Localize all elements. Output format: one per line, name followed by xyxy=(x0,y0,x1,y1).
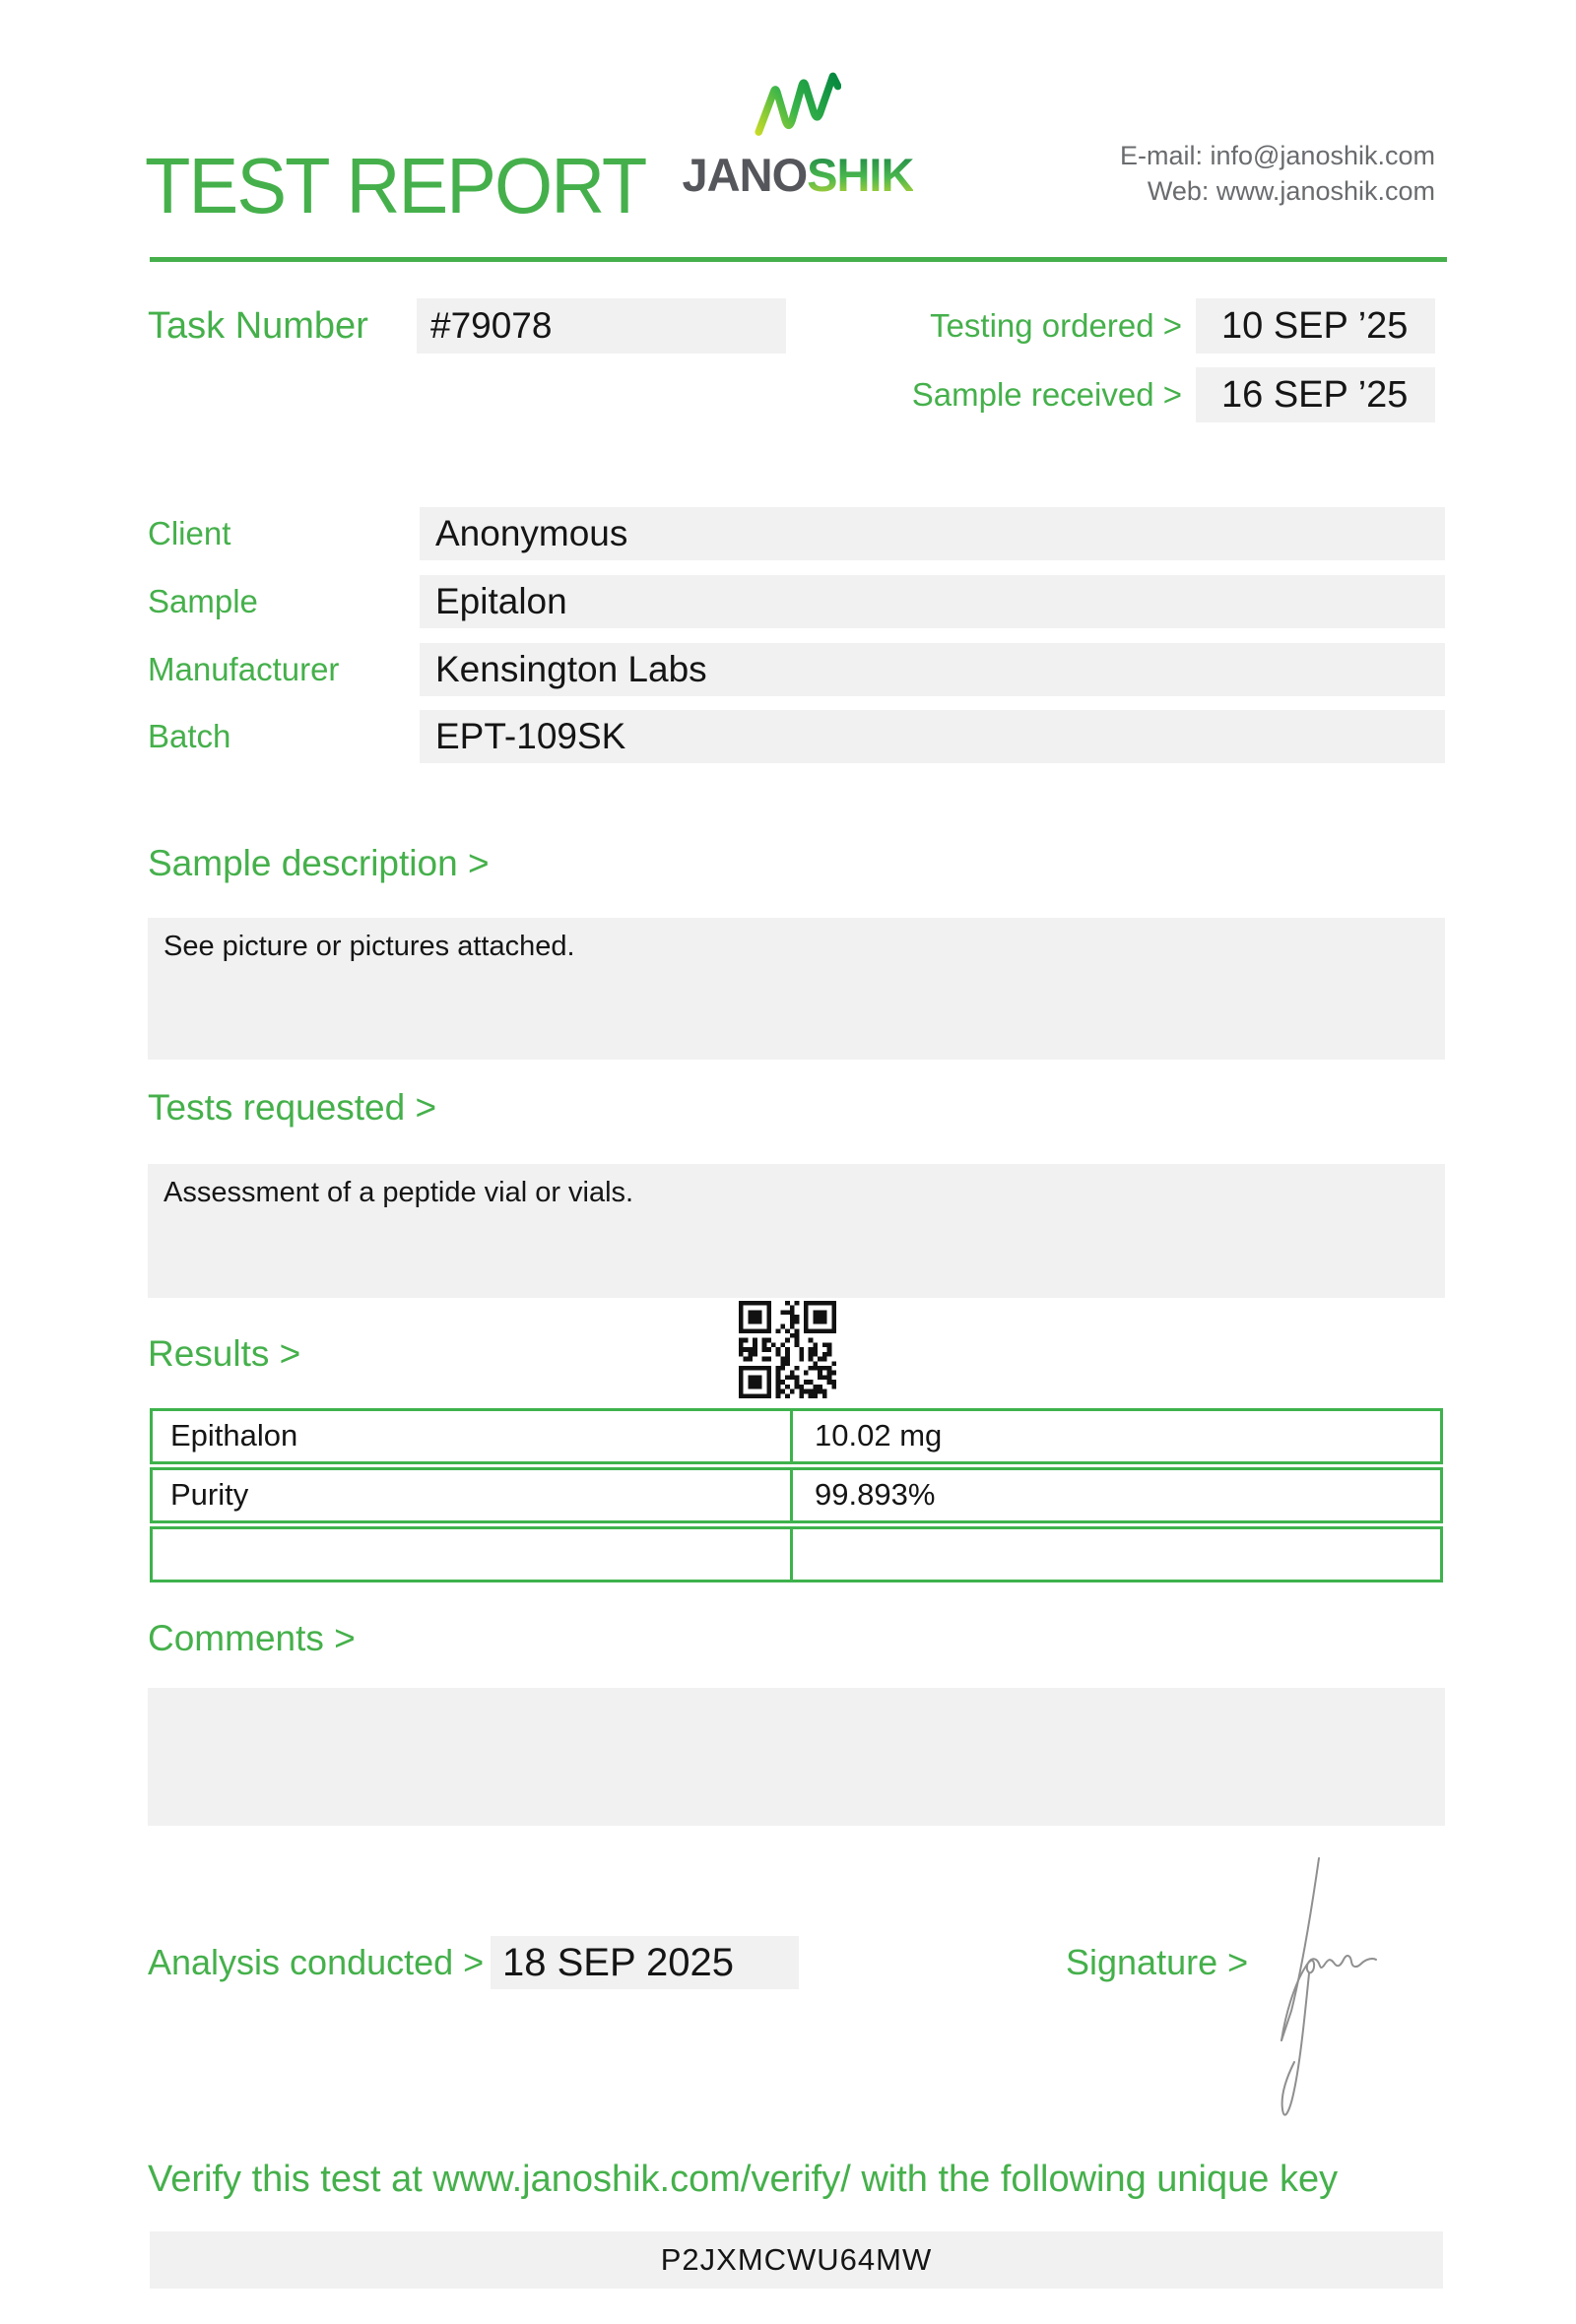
signature-scribble xyxy=(1279,1855,1379,2135)
contact-email: E-mail: info@janoshik.com xyxy=(1119,141,1435,170)
qr-code xyxy=(739,1301,836,1398)
logo-wordmark xyxy=(678,149,918,201)
results-table xyxy=(150,1408,1443,1585)
testing-ordered-value: 10 SEP ’25 xyxy=(1196,298,1435,354)
contact-web: Web: www.janoshik.com xyxy=(1147,176,1435,206)
trend-chart-icon xyxy=(755,65,841,146)
verify-instruction: Verify this test at www.janoshik.com/verify/ with the following unique key xyxy=(148,2159,1339,2200)
result-name-cell: Epithalon xyxy=(153,1411,793,1461)
manufacturer-label: Manufacturer xyxy=(148,651,340,687)
table-row xyxy=(150,1408,1443,1464)
sample-description-box: See picture or pictures attached. xyxy=(148,918,1445,1060)
result-value-cell: 99.893% xyxy=(815,1477,936,1512)
sample-received-value: 16 SEP ’25 xyxy=(1196,367,1435,422)
result-value-cell: 10.02 mg xyxy=(815,1418,943,1452)
results-heading: Results > xyxy=(148,1333,301,1374)
sample-description-heading: Sample description > xyxy=(148,843,490,883)
sample-received-label: Sample received > xyxy=(911,376,1182,413)
logo-jano: JANO xyxy=(682,149,808,201)
sample-label: Sample xyxy=(148,583,258,619)
testing-ordered-label: Testing ordered > xyxy=(930,307,1182,344)
table-row xyxy=(150,1467,1443,1523)
batch-label: Batch xyxy=(148,718,231,754)
client-value: Anonymous xyxy=(420,507,1445,560)
tests-requested-box: Assessment of a peptide vial or vials. xyxy=(148,1164,1445,1298)
analysis-conducted-value: 18 SEP 2025 xyxy=(491,1936,799,1989)
task-number-label: Task Number xyxy=(148,305,368,347)
header-divider xyxy=(150,257,1447,262)
result-name-cell: Purity xyxy=(153,1470,793,1520)
sample-value: Epitalon xyxy=(420,575,1445,628)
comments-box xyxy=(148,1688,1445,1826)
task-number-value: #79078 xyxy=(417,298,786,354)
page-title: TEST REPORT xyxy=(145,142,646,229)
result-name-cell xyxy=(153,1529,793,1580)
batch-value: EPT-109SK xyxy=(420,710,1445,763)
signature-label: Signature > xyxy=(1066,1942,1249,1982)
verify-key: P2JXMCWU64MW xyxy=(150,2231,1443,2289)
client-label: Client xyxy=(148,515,231,551)
contact-info xyxy=(1120,138,1435,209)
tests-requested-heading: Tests requested > xyxy=(148,1087,437,1128)
manufacturer-value: Kensington Labs xyxy=(420,643,1445,696)
result-value-cell xyxy=(793,1529,1440,1580)
table-row xyxy=(150,1526,1443,1582)
analysis-conducted-label: Analysis conducted > xyxy=(148,1942,485,1982)
janoshik-logo xyxy=(678,65,918,201)
comments-heading: Comments > xyxy=(148,1618,356,1658)
logo-shik: SHIK xyxy=(807,149,914,201)
